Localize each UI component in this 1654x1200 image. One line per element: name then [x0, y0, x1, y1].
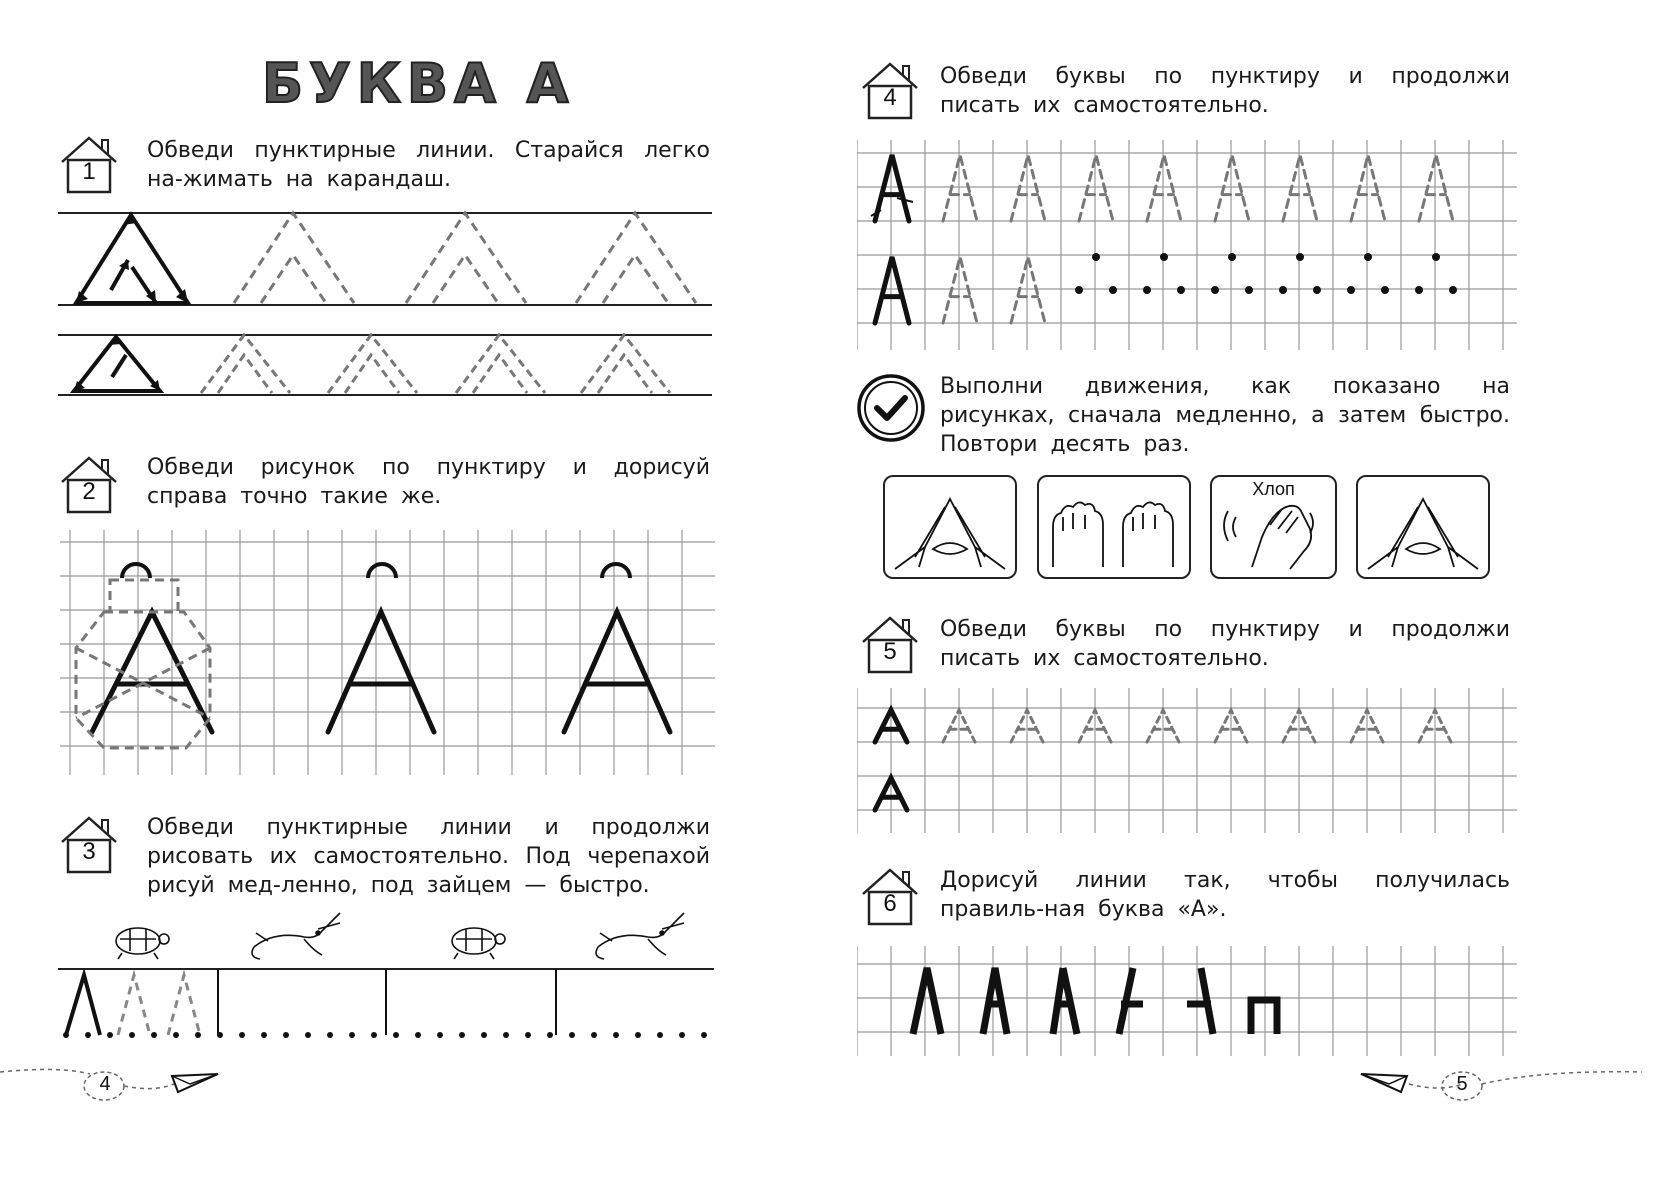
house-icon: [859, 58, 921, 122]
paper-plane-icon: [1361, 1074, 1407, 1092]
gesture-clap: [1210, 475, 1337, 579]
task-2-instruction: Обведи рисунок по пунктиру и дорисуй справа точно такие же.: [147, 455, 710, 509]
task-3-instruction: Обведи пунктирные линии и продолжи рисовать их самостоятельно. Под черепахой рисуй мед-ленно, под зайцем — быстро.: [147, 815, 710, 898]
house-icon: [58, 452, 120, 516]
house-icon: [859, 612, 921, 676]
task-number: 6: [883, 890, 897, 917]
house-icon: [859, 864, 921, 928]
task-4-letter-grid: [857, 140, 1517, 350]
hare-icon: [596, 913, 684, 959]
exercise-instruction: Выполни движения, как показано на рисунках, сначала медленно, а затем быстро. Повтори десять раз.: [940, 374, 1510, 457]
gesture-triangle-hands: [1356, 475, 1490, 579]
task-number: 1: [82, 158, 96, 185]
task-5-letter-grid: [857, 688, 1517, 833]
page-footer-decor: [1347, 1062, 1647, 1112]
task-number: 2: [82, 478, 96, 505]
task-4-instruction: Обведи буквы по пунктиру и продолжи писать их самостоятельно.: [940, 64, 1510, 118]
task-1-instruction: Обведи пунктирные линии. Старайся легко на-жимать на карандаш.: [147, 138, 710, 192]
paper-plane-icon: [172, 1074, 218, 1092]
task-1-triangles: [56, 205, 716, 405]
gesture-open-palms: [1037, 475, 1191, 579]
house-icon: [58, 812, 120, 876]
task-number: 4: [883, 84, 897, 111]
page-number: 4: [99, 1073, 111, 1095]
task-6-completion-grid: [857, 946, 1517, 1056]
task-number: 5: [883, 638, 897, 665]
page-title: БУКВА А: [262, 52, 575, 115]
house-icon: [58, 132, 120, 196]
task-3-speed-lines: [56, 905, 718, 1045]
hare-icon: [252, 913, 340, 959]
turtle-icon: [452, 928, 505, 959]
right-page: [827, 0, 1654, 1200]
task-2-drawing-grid: [60, 530, 715, 775]
gesture-triangle-hands: [883, 475, 1017, 579]
gesture-clap-label: Хлоп: [1252, 479, 1295, 499]
task-number: 3: [82, 838, 96, 865]
page-number: 5: [1456, 1073, 1468, 1095]
checkmark-circle-icon: [855, 372, 927, 444]
task-6-instruction: Дорисуй линии так, чтобы получилась правиль-ная буква «А».: [940, 868, 1510, 922]
turtle-icon: [116, 928, 169, 959]
task-5-instruction: Обведи буквы по пунктиру и продолжи писать их самостоятельно.: [940, 617, 1510, 671]
page-footer-decor: [0, 1062, 260, 1112]
